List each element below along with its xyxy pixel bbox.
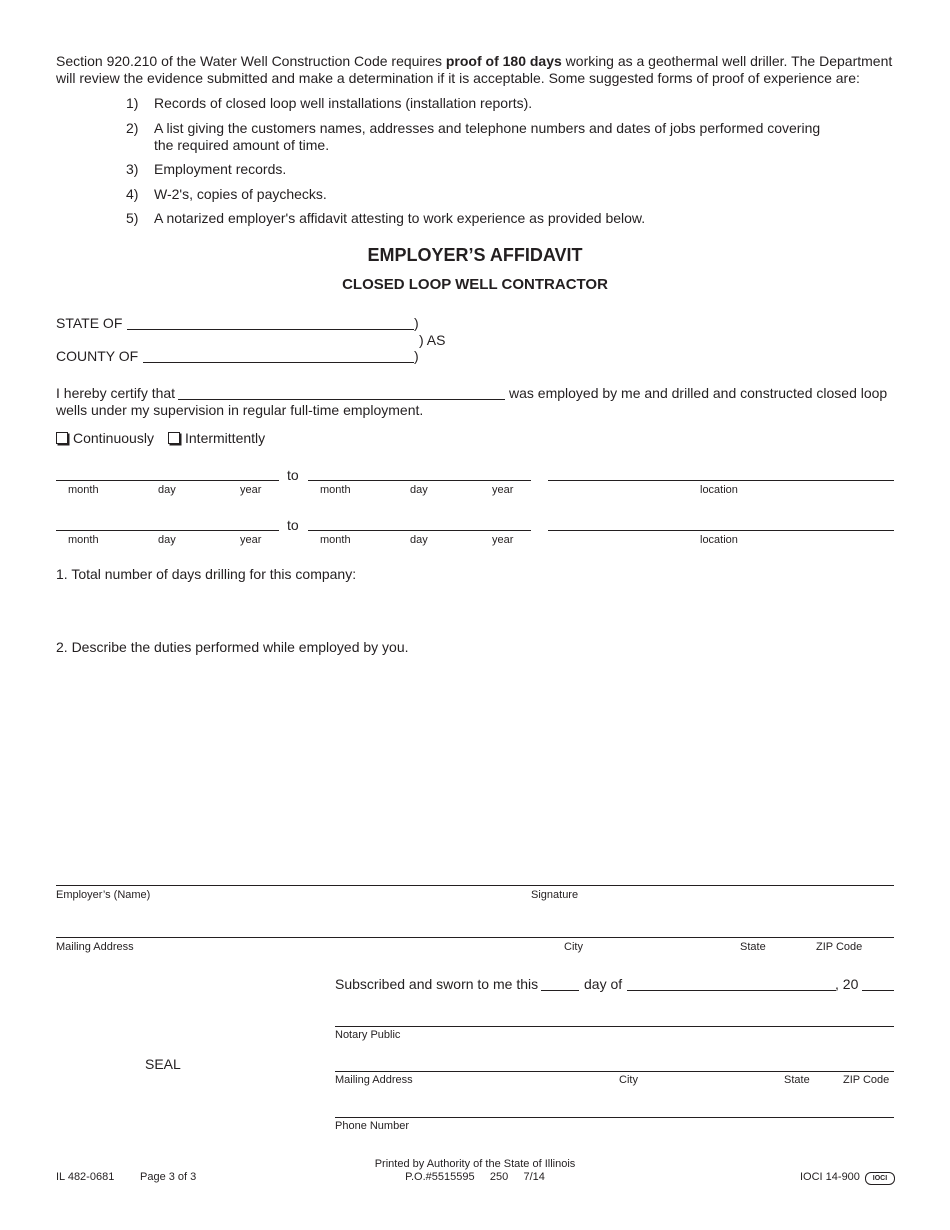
page-title: EMPLOYER’S AFFIDAVIT	[367, 245, 583, 265]
list-number: 2)	[126, 120, 139, 136]
location-label: location	[700, 484, 738, 496]
county-label: COUNTY OF	[56, 348, 139, 364]
list-text: Employment records.	[154, 161, 287, 177]
zip-label: ZIP Code	[816, 941, 863, 953]
month-label: month	[68, 484, 99, 496]
location-field[interactable]	[548, 480, 894, 481]
sworn-prefix: Subscribed and sworn to me this	[335, 976, 539, 992]
notary-state-label: State	[784, 1074, 810, 1086]
list-number: 4)	[126, 186, 139, 202]
employee-name-field[interactable]	[178, 399, 505, 400]
intro-text-1: Section 920.210 of the Water Well Construction Code requires	[56, 53, 446, 69]
year-label: year	[492, 534, 514, 546]
certify-prefix: I hereby certify that	[56, 385, 176, 401]
intermittently-option[interactable]	[168, 430, 265, 447]
year-label: year	[240, 484, 262, 496]
employer-mailing-field[interactable]	[56, 937, 894, 938]
to-date-field[interactable]	[308, 480, 531, 481]
state-label: STATE OF	[56, 315, 123, 331]
phone-number-label: Phone Number	[335, 1120, 409, 1132]
intro-text-2: working as a geothermal well driller. The Department will review the evidence submitted and make a determination if it is acceptable. Some suggested forms of proof of experience are:	[56, 53, 893, 86]
day-of-label: day of	[584, 976, 623, 992]
certify-line2: wells under my supervision in regular full-time employment.	[56, 402, 424, 418]
po-number: P.O.#5515595 250 7/14	[405, 1171, 545, 1183]
year-prefix: , 20	[835, 976, 859, 992]
seal-label: SEAL	[145, 1056, 181, 1072]
day-label: day	[158, 484, 176, 496]
ioci-logo-text: IOCI	[872, 1175, 888, 1182]
list-number: 1)	[126, 95, 139, 111]
day-label: day	[158, 534, 176, 546]
printed-by: Printed by Authority of the State of Illinois	[374, 1158, 576, 1170]
list-text: W-2's, copies of paychecks.	[154, 186, 327, 202]
state-field[interactable]	[127, 329, 414, 330]
month-label: month	[320, 534, 351, 546]
notary-city-label: City	[619, 1074, 638, 1086]
year-label: year	[240, 534, 262, 546]
employer-name-label: Employer’s (Name)	[56, 889, 151, 901]
location-label: location	[700, 534, 738, 546]
month-label: month	[320, 484, 351, 496]
page-number: Page 3 of 3	[140, 1171, 197, 1183]
county-field[interactable]	[143, 362, 414, 363]
list-text: Records of closed loop well installations (installation reports).	[154, 95, 533, 111]
state-paren: )	[414, 315, 419, 331]
list-number: 5)	[126, 210, 139, 226]
to-label: to	[287, 467, 299, 483]
sworn-month-field[interactable]	[627, 990, 836, 991]
list-text: A list giving the customers names, addresses and telephone numbers and dates of jobs performed covering the required amount of time.	[154, 120, 821, 153]
form-id: IL 482-0681	[56, 1171, 115, 1183]
continuously-option[interactable]	[56, 430, 154, 447]
to-label: to	[287, 517, 299, 533]
city-label: City	[564, 941, 583, 953]
intermittently-checkbox[interactable]	[168, 432, 180, 444]
county-paren: )	[414, 348, 419, 364]
day-label: day	[410, 484, 428, 496]
list-text: A notarized employer's affidavit attesting to work experience as provided below.	[154, 210, 646, 226]
continuously-label: Continuously	[73, 430, 154, 446]
continuously-checkbox[interactable]	[56, 432, 68, 444]
notary-mailing-label: Mailing Address	[335, 1074, 413, 1086]
notary-zip-label: ZIP Code	[843, 1074, 890, 1086]
sworn-day-field[interactable]	[541, 990, 579, 991]
question-duties: 2. Describe the duties performed while employed by you.	[56, 639, 409, 655]
mailing-address-label: Mailing Address	[56, 941, 134, 953]
intro-bold: proof of 180 days	[445, 53, 562, 69]
notary-mailing-field[interactable]	[335, 1071, 894, 1072]
as-label: ) AS	[419, 332, 446, 348]
employer-signature-field[interactable]	[56, 885, 894, 886]
location-field[interactable]	[548, 530, 894, 531]
certify-suffix: was employed by me and drilled and constructed closed loop	[509, 385, 888, 401]
signature-label: Signature	[531, 889, 579, 901]
notary-public-label: Notary Public	[335, 1029, 401, 1041]
notary-signature-field[interactable]	[335, 1026, 894, 1027]
sworn-year-field[interactable]	[862, 990, 894, 991]
ioci-number: IOCI 14-900	[800, 1171, 860, 1183]
intro-paragraph	[56, 53, 896, 87]
to-date-field[interactable]	[308, 530, 531, 531]
from-date-field[interactable]	[56, 530, 279, 531]
state-label: State	[740, 941, 766, 953]
list-number: 3)	[126, 161, 139, 177]
question-total-days: 1. Total number of days drilling for this company:	[56, 566, 357, 582]
ioci-logo-icon	[865, 1172, 895, 1185]
intermittently-label: Intermittently	[185, 430, 266, 446]
notary-phone-field[interactable]	[335, 1117, 894, 1118]
month-label: month	[68, 534, 99, 546]
day-label: day	[410, 534, 428, 546]
year-label: year	[492, 484, 514, 496]
page-subtitle: CLOSED LOOP WELL CONTRACTOR	[342, 276, 608, 293]
from-date-field[interactable]	[56, 480, 279, 481]
